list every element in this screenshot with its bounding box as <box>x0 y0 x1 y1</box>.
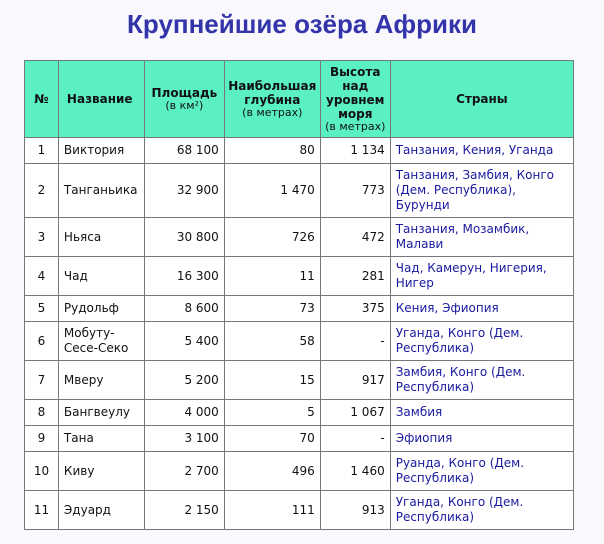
header-row <box>25 61 574 138</box>
cell-altitude: - <box>320 322 390 361</box>
cell-countries: Замбия, Конго (Дем. Республика) <box>390 361 573 400</box>
cell-countries: Руанда, Конго (Дем. Республика) <box>390 452 573 491</box>
lakes-table <box>24 60 574 530</box>
cell-name: Мобуту-Сесе-Секо <box>58 322 144 361</box>
cell-name: Мверу <box>58 361 144 400</box>
header-altitude-unit: (в метрах) <box>325 120 386 133</box>
cell-area: 5 400 <box>144 322 224 361</box>
table-row <box>25 322 574 361</box>
cell-countries: Кения, Эфиопия <box>390 296 573 322</box>
cell-num: 3 <box>25 218 59 257</box>
cell-altitude: 773 <box>320 164 390 218</box>
cell-altitude: 1 134 <box>320 138 390 164</box>
table-row <box>25 400 574 426</box>
cell-name: Ньяса <box>58 218 144 257</box>
cell-countries: Танзания, Кения, Уганда <box>390 138 573 164</box>
table-row <box>25 296 574 322</box>
cell-num: 1 <box>25 138 59 164</box>
cell-num: 5 <box>25 296 59 322</box>
cell-area: 32 900 <box>144 164 224 218</box>
cell-countries: Чад, Камерун, Нигерия, Нигер <box>390 257 573 296</box>
header-depth <box>224 61 320 138</box>
cell-altitude: 913 <box>320 491 390 530</box>
cell-area: 8 600 <box>144 296 224 322</box>
cell-depth: 5 <box>224 400 320 426</box>
header-altitude-label: Высота над уровнем моря <box>326 65 385 121</box>
cell-altitude: 1 067 <box>320 400 390 426</box>
cell-depth: 11 <box>224 257 320 296</box>
table-row <box>25 218 574 257</box>
page-title: Крупнейшие озёра Африки <box>127 9 477 39</box>
cell-altitude: 472 <box>320 218 390 257</box>
cell-depth: 58 <box>224 322 320 361</box>
cell-area: 16 300 <box>144 257 224 296</box>
cell-depth: 70 <box>224 426 320 452</box>
table-body <box>25 138 574 530</box>
cell-name: Рудольф <box>58 296 144 322</box>
cell-countries: Замбия <box>390 400 573 426</box>
cell-num: 9 <box>25 426 59 452</box>
header-countries: Страны <box>390 61 573 138</box>
cell-area: 5 200 <box>144 361 224 400</box>
cell-altitude: 1 460 <box>320 452 390 491</box>
table-row <box>25 452 574 491</box>
cell-name: Виктория <box>58 138 144 164</box>
header-name: Название <box>58 61 144 138</box>
cell-altitude: - <box>320 426 390 452</box>
cell-name: Тана <box>58 426 144 452</box>
header-num: № <box>25 61 59 138</box>
header-depth-label: Наибольшая глубина <box>228 79 317 107</box>
cell-num: 2 <box>25 164 59 218</box>
cell-depth: 726 <box>224 218 320 257</box>
cell-depth: 1 470 <box>224 164 320 218</box>
cell-area: 3 100 <box>144 426 224 452</box>
header-depth-unit: (в метрах) <box>242 106 303 119</box>
cell-countries: Танзания, Мозамбик, Малави <box>390 218 573 257</box>
cell-num: 7 <box>25 361 59 400</box>
cell-depth: 73 <box>224 296 320 322</box>
table-row <box>25 491 574 530</box>
cell-num: 4 <box>25 257 59 296</box>
cell-name: Бангвеулу <box>58 400 144 426</box>
header-area <box>144 61 224 138</box>
table-header <box>25 61 574 138</box>
cell-name: Танганьика <box>58 164 144 218</box>
cell-num: 11 <box>25 491 59 530</box>
cell-altitude: 917 <box>320 361 390 400</box>
table-row <box>25 164 574 218</box>
cell-area: 2 150 <box>144 491 224 530</box>
cell-depth: 111 <box>224 491 320 530</box>
cell-countries: Танзания, Замбия, Конго (Дем. Республика), Бурунди <box>390 164 573 218</box>
cell-name: Чад <box>58 257 144 296</box>
cell-area: 30 800 <box>144 218 224 257</box>
cell-depth: 15 <box>224 361 320 400</box>
cell-depth: 496 <box>224 452 320 491</box>
cell-area: 2 700 <box>144 452 224 491</box>
table-row <box>25 257 574 296</box>
header-area-unit: (в км²) <box>165 99 204 112</box>
cell-area: 4 000 <box>144 400 224 426</box>
cell-num: 6 <box>25 322 59 361</box>
cell-num: 10 <box>25 452 59 491</box>
cell-name: Киву <box>58 452 144 491</box>
table-row <box>25 426 574 452</box>
cell-depth: 80 <box>224 138 320 164</box>
cell-area: 68 100 <box>144 138 224 164</box>
cell-altitude: 281 <box>320 257 390 296</box>
cell-countries: Уганда, Конго (Дем. Республика) <box>390 322 573 361</box>
table-row <box>25 138 574 164</box>
header-area-label: Площадь <box>151 86 218 100</box>
cell-name: Эдуард <box>58 491 144 530</box>
table-row <box>25 361 574 400</box>
cell-altitude: 375 <box>320 296 390 322</box>
header-altitude <box>320 61 390 138</box>
cell-num: 8 <box>25 400 59 426</box>
cell-countries: Эфиопия <box>390 426 573 452</box>
cell-countries: Уганда, Конго (Дем. Республика) <box>390 491 573 530</box>
